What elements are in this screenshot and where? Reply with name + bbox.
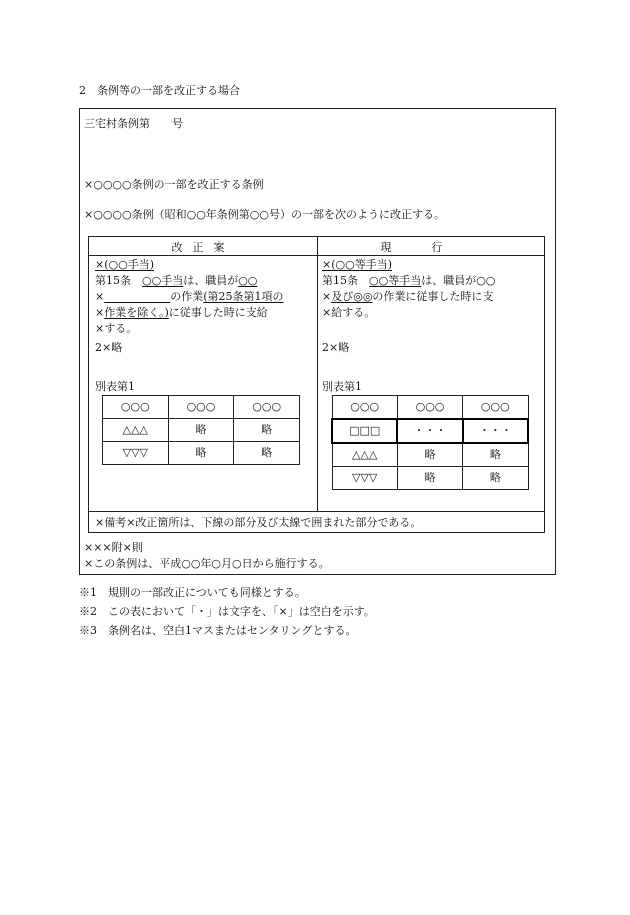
current-text-segment: の作業に従事した時に支 xyxy=(372,290,494,303)
current-underlined-segment: 及び◎◎ xyxy=(331,290,373,303)
revised-text xyxy=(95,258,313,355)
revised-blank-mark: × xyxy=(95,290,105,303)
supplementary-title: ×××附×則 xyxy=(84,541,143,554)
table-row xyxy=(103,396,300,419)
current-caption: ×(○○等手当) xyxy=(322,258,392,271)
table-cell: △△△ xyxy=(103,419,169,442)
current-text-segment: は、職員が○○ xyxy=(421,274,496,287)
table-cell: 略 xyxy=(168,442,234,465)
current-appended-table xyxy=(331,395,529,490)
table-cell: 略 xyxy=(168,419,234,442)
intro-line: ×○○○○条例（昭和○○年条例第○○号）の一部を次のように改正する。 xyxy=(84,208,446,221)
table-cell: ・・・ xyxy=(463,419,528,443)
table-cell: ▽▽▽ xyxy=(103,442,169,465)
table-cell: ○○○ xyxy=(332,396,397,420)
revised-caption: ×(○○手当) xyxy=(95,258,154,271)
revised-underlined-segment: ○○ xyxy=(238,274,258,287)
current-text-segment: ×給する。 xyxy=(322,306,376,319)
current-allowance-name: ○○等手当 xyxy=(369,274,422,287)
footnote-1: ※1 規則の一部改正についても同様とする。 xyxy=(79,586,306,599)
table-row xyxy=(332,467,528,490)
table-cell: □□□ xyxy=(332,419,397,443)
table-cell: 略 xyxy=(397,443,462,467)
revised-paragraph-2: 2×略 xyxy=(95,341,123,354)
table-row xyxy=(332,419,528,443)
revised-underlined-segment: (第25条第1項の xyxy=(203,290,284,303)
footnote-2: ※2 この表において「・」は文字を、「×」は空白を示す。 xyxy=(79,605,375,618)
table-cell: ○○○ xyxy=(103,396,169,419)
table-cell: ○○○ xyxy=(168,396,234,419)
revised-text-segment: は、職員が xyxy=(183,274,239,287)
ordinance-number-line: 三宅村条例第 号 xyxy=(84,117,183,130)
current-table-title: 別表第1 xyxy=(322,380,362,393)
revised-text-segment: の作業 xyxy=(170,290,204,303)
table-cell: 略 xyxy=(463,467,528,490)
revised-blank-mark: × xyxy=(95,306,105,319)
supplementary-text: ×この条例は、平成○○年○月○日から施行する。 xyxy=(84,557,330,570)
table-cell: 略 xyxy=(234,442,300,465)
revised-text-segment: に従事した時に支給 xyxy=(168,306,268,319)
table-row xyxy=(103,419,300,442)
column-header-current: 現行 xyxy=(380,241,483,254)
revised-underlined-segment: 作業を除く。) xyxy=(104,306,169,319)
table-cell: ○○○ xyxy=(463,396,528,420)
remarks-note: ×備考×改正箇所は、下線の部分及び太線で囲まれた部分である。 xyxy=(95,516,422,529)
table-cell: ○○○ xyxy=(234,396,300,419)
revised-text-segment: ×する。 xyxy=(95,322,138,335)
table-row xyxy=(332,396,528,420)
column-header-revised: 改正案 xyxy=(171,241,235,254)
revised-underlined-blank xyxy=(104,290,170,303)
current-text xyxy=(322,258,540,355)
table-cell: ○○○ xyxy=(397,396,462,420)
note-separator xyxy=(89,511,544,512)
comparison-table xyxy=(88,236,545,533)
revised-appended-table xyxy=(102,395,300,465)
table-row xyxy=(332,443,528,467)
current-article-number: 第15条 xyxy=(322,274,369,287)
revised-table-title: 別表第1 xyxy=(95,380,135,393)
table-cell: ▽▽▽ xyxy=(332,467,397,490)
section-title: 2 条例等の一部を改正する場合 xyxy=(79,84,240,97)
table-cell: ・・・ xyxy=(397,419,462,443)
column-separator xyxy=(317,237,318,511)
table-row xyxy=(103,442,300,465)
ordinance-title: ×○○○○条例の一部を改正する条例 xyxy=(84,178,264,191)
table-cell: 略 xyxy=(234,419,300,442)
revised-allowance-name: ○○手当 xyxy=(142,274,184,287)
table-cell: 略 xyxy=(463,443,528,467)
current-paragraph-2: 2×略 xyxy=(322,341,350,354)
revised-article-number: 第15条 xyxy=(95,274,142,287)
current-blank-mark: × xyxy=(322,290,332,303)
footnote-3: ※3 条例名は、空白1マスまたはセンタリングとする。 xyxy=(79,624,357,637)
table-cell: 略 xyxy=(397,467,462,490)
table-cell: △△△ xyxy=(332,443,397,467)
